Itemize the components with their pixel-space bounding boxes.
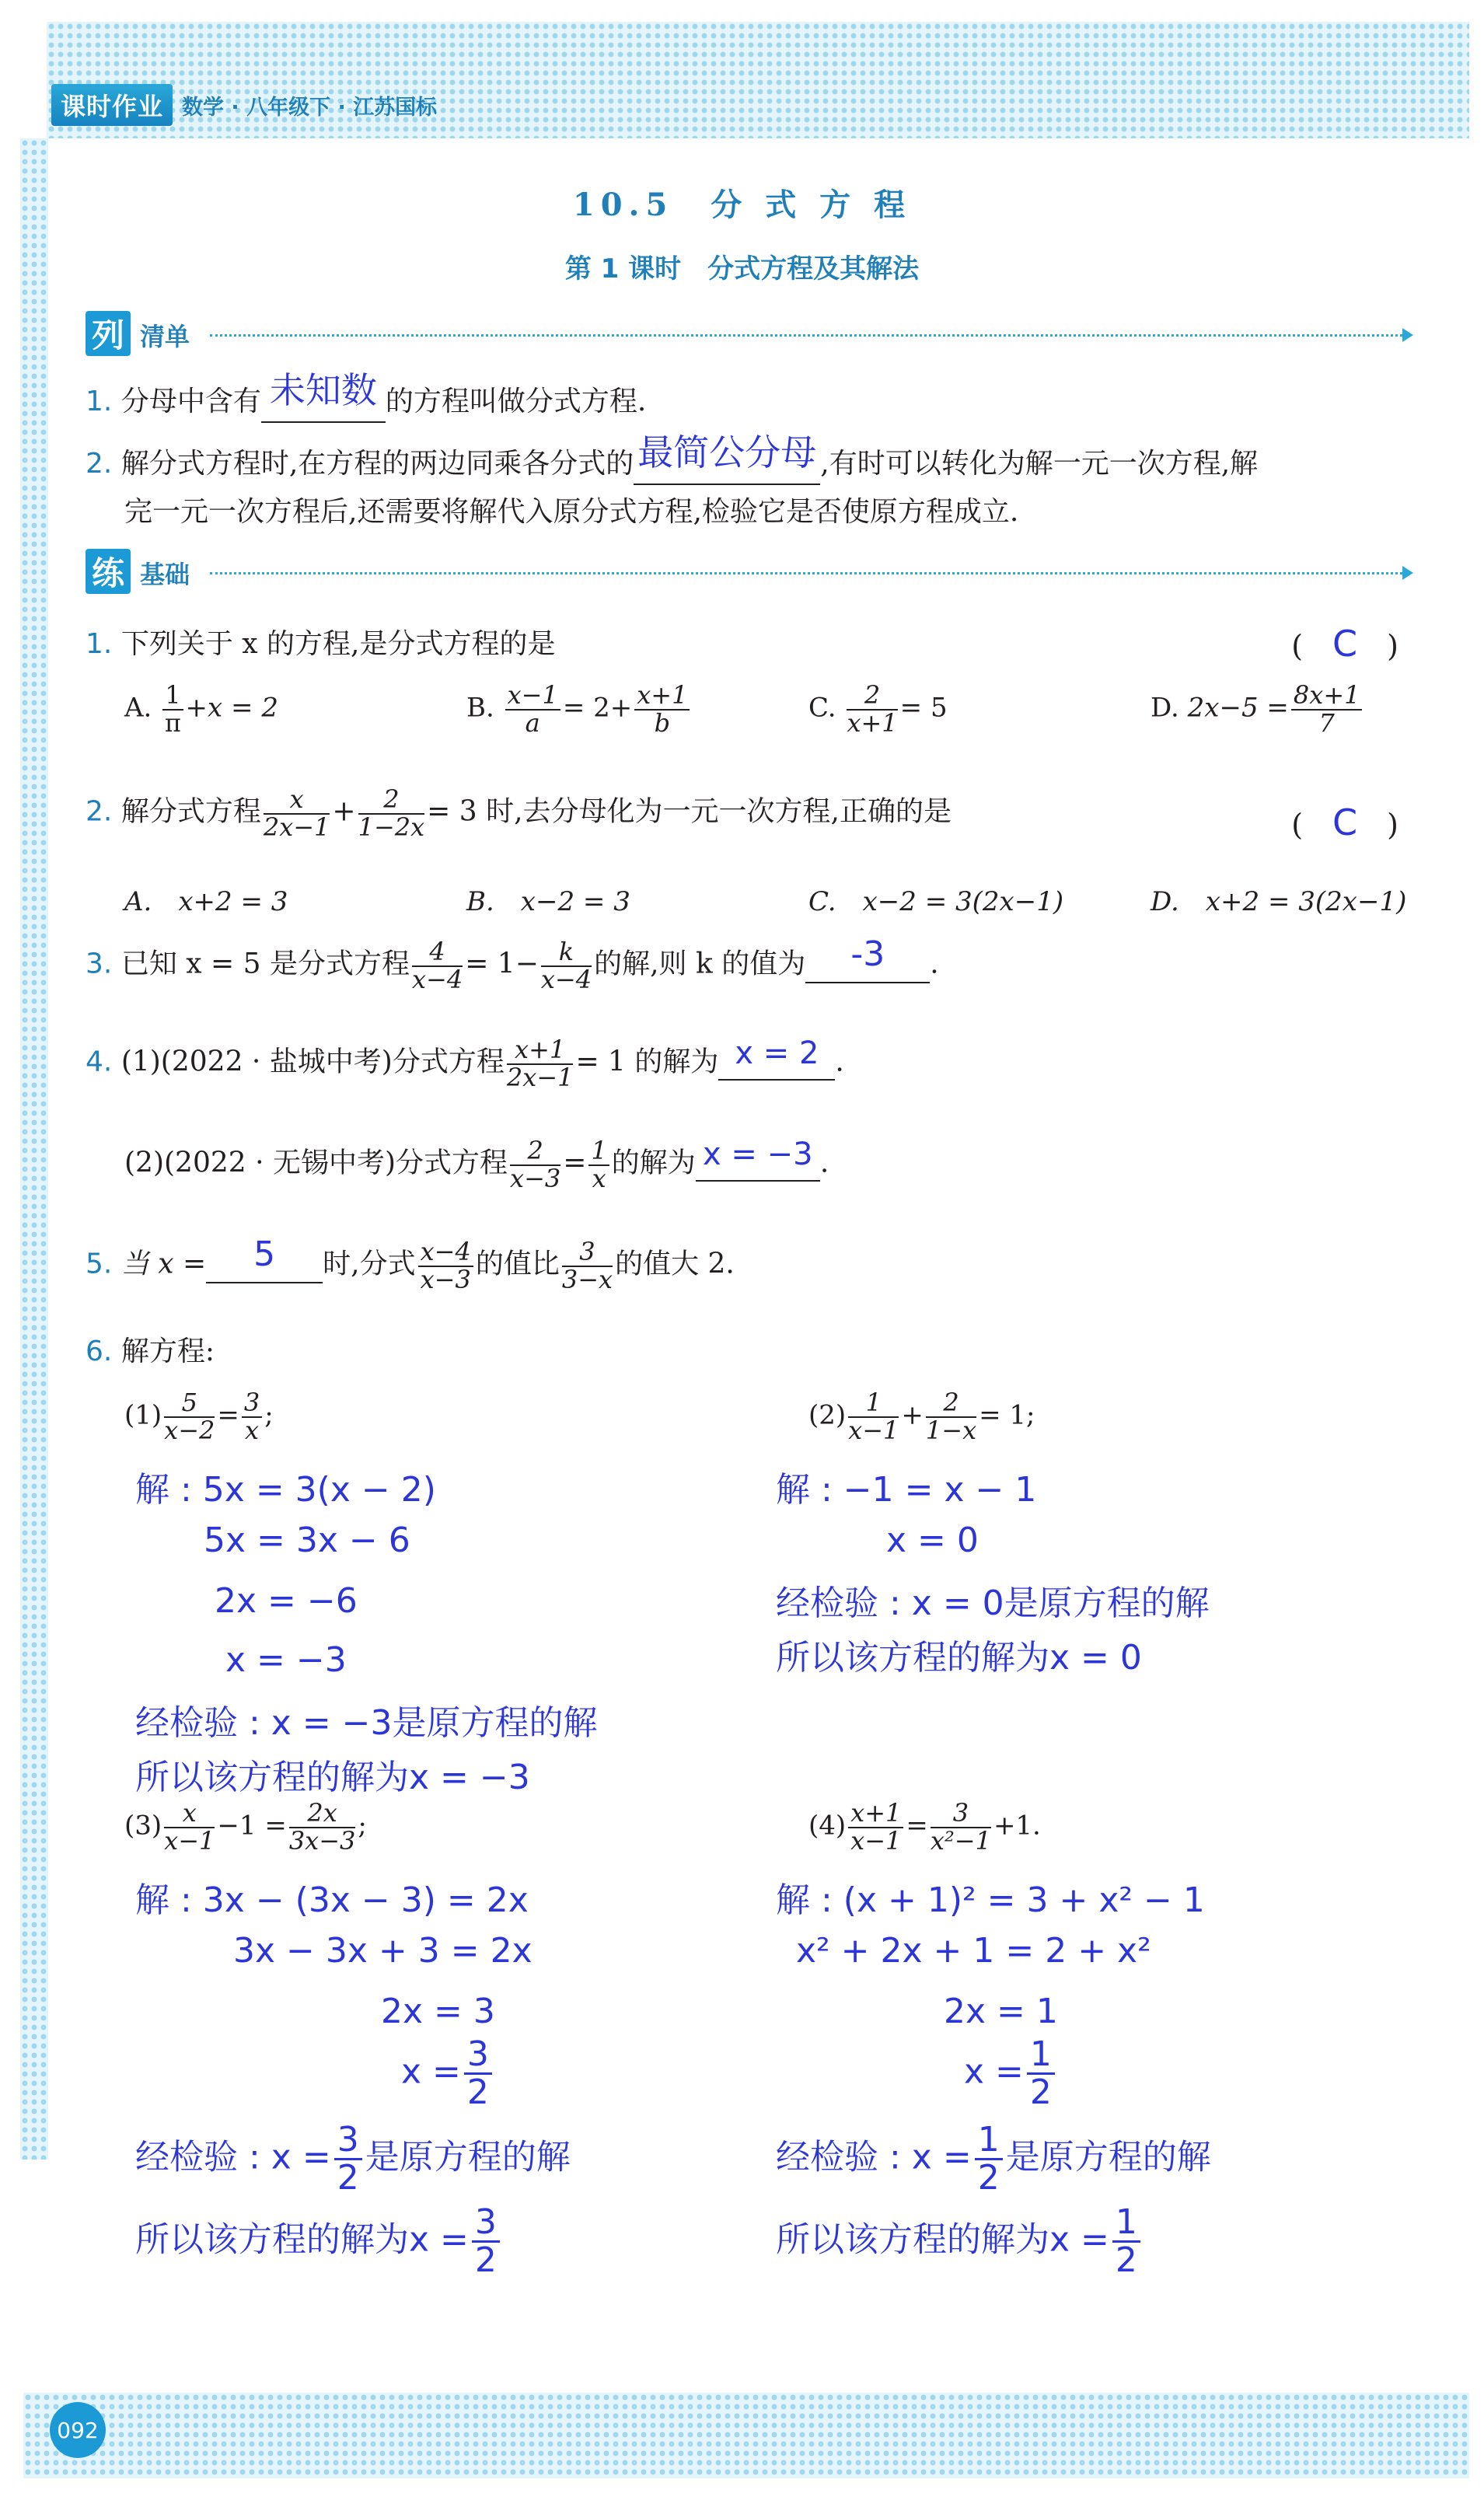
list-q1 (86, 370, 646, 423)
numerator: x−1 (505, 683, 560, 711)
denominator: 3x−3 (288, 1825, 356, 1856)
handwritten-answer: 5 (253, 1234, 276, 1274)
denominator: π (164, 707, 181, 738)
solution-step: 解 : 3x − (3x − 3) = 2x (135, 1880, 529, 1920)
numerator: 3 (464, 2037, 492, 2075)
numerator: x+1 (848, 1800, 903, 1828)
fraction (358, 784, 425, 842)
solution-step: 2x = 3 (381, 1992, 495, 2031)
practice-label: 基础 (140, 560, 190, 589)
list-label: 清单 (140, 322, 190, 351)
solution-step: 解 : (x + 1)² = 3 + x² − 1 (776, 1880, 1205, 1920)
fraction (931, 1800, 991, 1854)
answer-blank (718, 1035, 835, 1081)
denominator: 2 (474, 2240, 497, 2281)
fraction (1291, 680, 1363, 738)
operator: = (563, 1147, 587, 1179)
solution-step: 2x = 1 (944, 1992, 1058, 2031)
question-number: 3. (86, 948, 113, 980)
denominator: a (525, 707, 540, 738)
practice-q6 (86, 1329, 215, 1369)
step-text: x = (964, 2051, 1024, 2092)
numerator: 1 (975, 2122, 1003, 2160)
numerator: 4 (412, 939, 463, 967)
bottom-dotted-band (23, 2393, 1469, 2478)
solution-check (776, 2122, 1211, 2196)
question-number: 6. (86, 1336, 113, 1367)
practice-q3 (86, 934, 939, 994)
header-logo: 课时作业 (51, 84, 173, 126)
fraction (505, 680, 560, 738)
question-text: 的方程叫做分式方程. (385, 386, 647, 417)
option-b: B. x−2 = 3 (466, 886, 630, 917)
denominator: 2 (466, 2072, 489, 2113)
numerator: 2 (510, 1138, 560, 1166)
part-label: (4) (808, 1810, 847, 1842)
step-text: 是原方程的解 (1005, 2137, 1211, 2177)
denominator: x−4 (411, 964, 463, 994)
fraction (847, 680, 898, 738)
question-text: 完一元一次方程后,还需要将解代入原分式方程,检验它是否使原方程成立. (124, 496, 1019, 528)
denominator: x−2 (164, 1415, 215, 1445)
punctuation: = 1; (979, 1399, 1035, 1431)
dotted-divider (210, 572, 1407, 574)
punctuation: ; (264, 1399, 274, 1431)
question-text: ,有时可以转化为解一元一次方程,解 (820, 448, 1259, 480)
numerator: 1 (162, 683, 183, 711)
operator: = (217, 1399, 239, 1431)
question-number: 1. (86, 628, 113, 660)
answer-blank (805, 934, 930, 983)
denominator: 2x−1 (506, 1062, 574, 1092)
solution-conclusion (776, 2202, 1144, 2281)
step-text: x = (401, 2051, 461, 2092)
answer-blank (261, 370, 386, 423)
solution-conclusion: 所以该方程的解为x = −3 (135, 1758, 530, 1797)
operator: −1 = (217, 1810, 287, 1842)
fraction (418, 1239, 473, 1293)
numerator: 8x+1 (1291, 683, 1363, 711)
punctuation: . (835, 1046, 844, 1078)
question-text: (2)(2022 · 无锡中考)分式方程 (124, 1147, 508, 1179)
q6-1-equation (124, 1390, 274, 1444)
numerator: 5 (164, 1390, 215, 1418)
numerator: 3 (242, 1390, 262, 1418)
question-text: 的值比 (475, 1248, 560, 1280)
punctuation: ; (358, 1810, 367, 1842)
operator: = 1− (465, 948, 539, 980)
header (51, 86, 437, 124)
numerator: 2x (289, 1800, 356, 1828)
question-number: 5. (86, 1248, 113, 1280)
denominator: 1−2x (358, 812, 425, 842)
question-text: 解方程: (120, 1336, 215, 1367)
fraction (164, 1800, 215, 1854)
numerator: x+1 (634, 683, 690, 711)
operator: = (906, 1810, 928, 1842)
answer-blank (696, 1136, 820, 1182)
denominator: x (592, 1163, 606, 1193)
list-section-header (86, 311, 1407, 358)
question-text: 当 x = (120, 1248, 207, 1280)
list-q2 (86, 432, 1258, 485)
part-label: (3) (124, 1810, 162, 1842)
question-text: (1)(2022 · 盐城中考)分式方程 (120, 1046, 505, 1078)
arrow-icon (1402, 328, 1413, 342)
q6-2-equation (808, 1390, 1035, 1444)
denominator: 3−x (561, 1264, 613, 1294)
denominator: 1−x (925, 1415, 977, 1445)
numerator: x+1 (507, 1037, 574, 1065)
practice-q2 (86, 784, 952, 842)
denominator: x²−1 (930, 1825, 991, 1856)
denominator: x−1 (164, 1825, 215, 1856)
numerator: 2 (926, 1390, 976, 1418)
question-number: 1. (86, 386, 113, 417)
handwritten-answer: -3 (850, 934, 885, 974)
option-label: A. (124, 692, 152, 724)
question-text: 的解,则 k 的值为 (594, 948, 806, 980)
practice-q4-1 (86, 1037, 844, 1091)
numerator: 3 (562, 1239, 613, 1267)
fraction (1112, 2202, 1140, 2281)
solution-step: 解 : 5x = 3(x − 2) (135, 1470, 436, 1510)
denominator: x (245, 1415, 260, 1445)
option-label: D. (1151, 692, 1179, 724)
step-text: 经检验 : x = (776, 2137, 972, 2177)
question-text: 解分式方程 (120, 795, 261, 828)
option-label: C. (808, 692, 836, 724)
option-b (466, 680, 692, 738)
q6-3-equation (124, 1800, 367, 1854)
handwritten-answer: C (1332, 623, 1358, 665)
option-text: +x = 2 (185, 692, 278, 724)
question-text: = 1 的解为 (575, 1046, 719, 1078)
numerator: 2 (847, 683, 897, 711)
answer-blank (634, 432, 820, 485)
denominator: x−3 (510, 1163, 561, 1193)
denominator: x−4 (540, 964, 592, 994)
question-number: 4. (86, 1046, 113, 1078)
fraction (263, 784, 330, 842)
numerator: x (264, 787, 330, 815)
left-dotted-band (20, 138, 48, 2160)
question-text: 下列关于 x 的方程,是分式方程的是 (120, 628, 556, 660)
numerator: k (541, 939, 592, 967)
fraction (507, 1037, 574, 1091)
fraction (164, 1390, 215, 1444)
numerator: x (164, 1800, 215, 1828)
handwritten-answer: 最简公分母 (637, 431, 817, 473)
fraction (472, 2202, 500, 2281)
solution-conclusion: 所以该方程的解为x = 0 (776, 1638, 1142, 1678)
q6-4-equation (808, 1800, 1041, 1854)
question-number: 2. (86, 448, 113, 480)
solution-check (135, 2122, 571, 2196)
fraction (510, 1138, 560, 1192)
step-text: 经检验 : x = (135, 2137, 331, 2177)
fraction (848, 1390, 899, 1444)
fraction (926, 1390, 976, 1444)
fraction (1027, 2034, 1055, 2113)
operator: + (901, 1399, 924, 1431)
fraction (412, 939, 463, 993)
denominator: 7 (1318, 707, 1335, 738)
denominator: 2 (977, 2158, 1000, 2198)
header-subject: 数学 · 八年级下 · 江苏国标 (182, 95, 438, 120)
practice-q5 (86, 1234, 735, 1294)
denominator: x−3 (420, 1264, 471, 1294)
handwritten-answer: x = −3 (703, 1136, 813, 1172)
denominator: 2 (337, 2158, 359, 2198)
solution-conclusion (135, 2202, 503, 2281)
solution-step: x² + 2x + 1 = 2 + x² (796, 1931, 1151, 1971)
punctuation: . (819, 1147, 829, 1179)
part-label: (2) (808, 1399, 847, 1431)
numerator: 3 (931, 1800, 991, 1828)
numerator: 1 (588, 1138, 609, 1166)
option-c: C. x−2 = 3(2x−1) (808, 886, 1064, 917)
numerator: 3 (472, 2205, 500, 2243)
fraction (289, 1800, 356, 1854)
numerator: 1 (1112, 2205, 1140, 2243)
punctuation: +1. (993, 1810, 1041, 1842)
solution-step (401, 2034, 495, 2113)
numerator: 1 (1027, 2037, 1055, 2075)
numerator: 2 (358, 787, 425, 815)
punctuation: . (930, 948, 939, 980)
numerator: x−4 (418, 1239, 473, 1267)
solution-step: 3x − 3x + 3 = 2x (233, 1931, 532, 1971)
denominator: 2x−1 (263, 812, 330, 842)
option-label: B. (466, 692, 494, 724)
option-d: D. x+2 = 3(2x−1) (1151, 886, 1407, 917)
solution-step: 5x = 3x − 6 (204, 1521, 410, 1560)
lesson-title: 第 1 课时 分式方程及其解法 (564, 253, 920, 285)
option-text: = 2+ (562, 692, 633, 724)
question-text: = 3 时,去分母化为一元一次方程,正确的是 (427, 795, 952, 828)
practice-q4-2 (124, 1138, 829, 1192)
solution-step: x = −3 (225, 1640, 347, 1680)
question-text: 已知 x = 5 是分式方程 (120, 948, 410, 980)
question-text: 解分式方程时,在方程的两边同乘各分式的 (120, 448, 634, 480)
question-text: 的值大 2. (615, 1248, 735, 1280)
option-a (124, 680, 278, 738)
option-a: A. x+2 = 3 (124, 886, 288, 917)
step-text: 所以该方程的解为x = (135, 2219, 469, 2260)
fraction (334, 2122, 362, 2196)
fraction (588, 1138, 609, 1192)
practice-q1 (86, 622, 555, 662)
denominator: 2 (1115, 2240, 1137, 2281)
fraction (464, 2034, 492, 2113)
fraction (562, 1239, 613, 1293)
practice-section-header (86, 549, 1407, 595)
solution-step (964, 2034, 1058, 2113)
answer-blank (206, 1234, 323, 1283)
handwritten-answer: 未知数 (269, 369, 377, 411)
fraction (848, 1800, 903, 1854)
fraction (242, 1390, 262, 1444)
part-label: (1) (124, 1399, 162, 1431)
denominator: 2 (1029, 2072, 1052, 2113)
solution-step: x = 0 (886, 1521, 979, 1560)
solution-check: 经检验 : x = −3是原方程的解 (135, 1703, 598, 1743)
option-text: 2x−5 = (1187, 692, 1289, 724)
dotted-divider (210, 334, 1407, 337)
solution-step: 2x = −6 (215, 1581, 358, 1621)
solution-check: 经检验 : x = 0是原方程的解 (776, 1583, 1210, 1623)
question-text: 分母中含有 (120, 386, 261, 417)
option-d (1151, 680, 1364, 738)
operator: + (332, 795, 356, 828)
fraction (541, 939, 592, 993)
fraction (634, 680, 690, 738)
handwritten-answer: C (1332, 801, 1358, 843)
fraction (975, 2122, 1003, 2196)
question-text: 的解为 (611, 1147, 696, 1179)
list-badge: 列 (86, 311, 131, 356)
list-q2-continued (124, 490, 1018, 529)
question-number: 2. (86, 795, 113, 828)
option-text: = 5 (899, 692, 948, 724)
denominator: b (654, 707, 671, 738)
step-text: 是原方程的解 (365, 2137, 571, 2177)
denominator: x−1 (848, 1415, 899, 1445)
section-title: 10.5 分 式 方 程 (572, 187, 912, 223)
page-number: 092 (50, 2402, 106, 2458)
answer-bracket: ( C ) (1291, 801, 1398, 843)
denominator: x+1 (847, 707, 898, 738)
numerator: 3 (334, 2122, 362, 2160)
denominator: x−1 (850, 1825, 902, 1856)
step-text: 所以该方程的解为x = (776, 2219, 1109, 2260)
fraction (162, 680, 183, 738)
handwritten-answer: x = 2 (735, 1035, 819, 1071)
arrow-icon (1402, 566, 1413, 580)
solution-step: 解 : −1 = x − 1 (776, 1470, 1037, 1510)
numerator: 1 (848, 1390, 899, 1418)
option-c (808, 680, 948, 738)
practice-badge: 练 (86, 549, 131, 594)
answer-bracket: ( C ) (1291, 623, 1398, 665)
question-text: 时,分式 (323, 1248, 416, 1280)
